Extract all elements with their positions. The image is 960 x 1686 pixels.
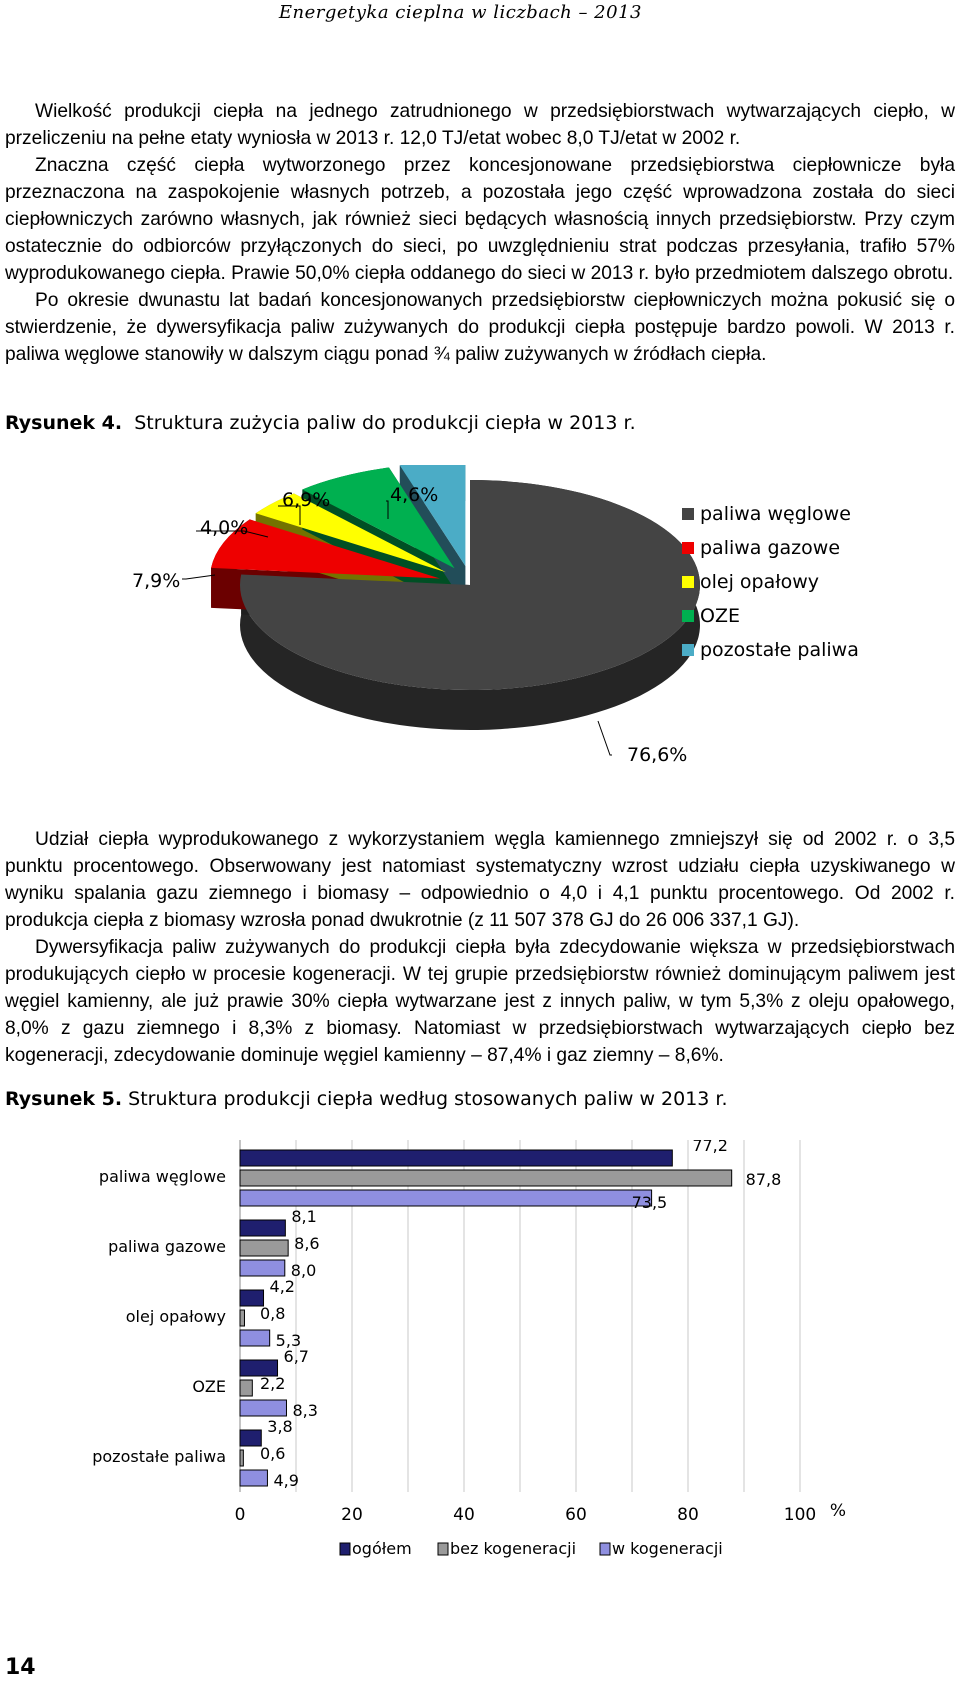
category-label: OZE — [192, 1377, 226, 1396]
bar-data-label: 8,1 — [291, 1207, 317, 1226]
bar-ogółem — [240, 1220, 285, 1236]
x-tick-label: 20 — [341, 1505, 363, 1525]
pie-leader-line — [182, 575, 215, 579]
legend-swatch — [600, 1543, 610, 1555]
pie-data-label: 7,9% — [132, 570, 181, 592]
figure-label: Rysunek 5. — [5, 1088, 123, 1110]
bar-ogółem — [240, 1150, 672, 1166]
bar-w-kogeneracji — [240, 1400, 286, 1416]
legend-swatch — [682, 644, 694, 656]
text-block-1 — [5, 98, 955, 368]
bar-ogółem — [240, 1430, 261, 1446]
legend-swatch — [682, 610, 694, 622]
bar-data-label: 8,3 — [292, 1401, 318, 1420]
legend-swatch — [340, 1543, 350, 1555]
category-labels — [92, 1167, 226, 1466]
bar-data-label: 73,5 — [631, 1193, 668, 1212]
category-label: olej opałowy — [125, 1307, 226, 1326]
paragraph: Udział ciepła wyprodukowanego z wykorzystaniem węgla kamiennego zmniejszył się od 2002 r. o 3,5 punktu procentowego. Obserwowany jest natomiast systematyczny wzrost udziału ciepła uzyskiwanego w wyniku spalania gazu ziemnego i biomasy – odpowiednio o 4,0 i 4,1 punktu procentowego. Od 2002 r. produkcja ciepła z biomasy wzrosła ponad dwukrotnie (z 11 507 378 GJ do 26 006 337,1 GJ). — [5, 829, 955, 931]
bar-data-label: 8,6 — [294, 1234, 320, 1253]
pie-data-label: 76,6% — [627, 744, 688, 766]
bar-chart — [0, 1140, 960, 1580]
bar-w-kogeneracji — [240, 1470, 267, 1486]
bars — [240, 1140, 781, 1490]
figure-5-caption — [5, 1088, 728, 1110]
paragraph: Dywersyfikacja paliw zużywanych do produkcji ciepła była zdecydowanie większa w przedsiębiorstwach produkujących ciepło w procesie kogeneracji. W tej grupie przedsiębiorstw również dominującym paliwem jest węgiel kamienny, ale już prawie 30% ciepła wytwarzane jest z innych paliw, w tym 5,3% z oleju opałowego, 8,0% z gazu ziemnego i 8,3% z biomasy. Natomiast w przedsiębiorstwach wytwarzających ciepło bez kogeneracji, zdecydowanie dominuje węgiel kamienny – 87,4% i gaz ziemny – 8,6%. — [5, 937, 955, 1066]
legend-swatch — [682, 542, 694, 554]
bar-data-label: 0,8 — [260, 1304, 286, 1323]
bar-data-label: 3,8 — [267, 1417, 293, 1436]
legend-label: paliwa gazowe — [700, 537, 841, 559]
x-tick-label: 60 — [565, 1505, 587, 1525]
x-tick-labels — [235, 1505, 817, 1525]
figure-title: Struktura zużycia paliw do produkcji ciepła w 2013 r. — [134, 412, 636, 434]
bar-legend — [340, 1539, 723, 1558]
page-number: 14 — [5, 1655, 36, 1680]
x-tick-label: 40 — [453, 1505, 475, 1525]
legend-swatch — [682, 508, 694, 520]
legend-label: bez kogeneracji — [450, 1539, 577, 1558]
pie-data-label: 4,6% — [390, 484, 439, 506]
legend-label: olej opałowy — [700, 571, 820, 593]
legend-swatch — [682, 576, 694, 588]
bar-w-kogeneracji — [240, 1330, 270, 1346]
figure-label: Rysunek 4. — [5, 412, 123, 434]
bar-data-label: 0,6 — [260, 1444, 286, 1463]
bar-data-label: 4,9 — [273, 1471, 299, 1490]
bar-data-label: 4,2 — [269, 1277, 295, 1296]
x-tick-label: 80 — [677, 1505, 699, 1525]
pie-legend — [682, 503, 859, 661]
bar-bez-kogeneracji — [240, 1240, 288, 1256]
paragraph: Wielkość produkcji ciepła na jednego zatrudnionego w przedsiębiorstwach wytwarzających ciepło, w przeliczeniu na pełne etaty wyniosła w 2013 r. 12,0 TJ/etat wobec 8,0 TJ/etat w 2002 r. — [5, 101, 955, 149]
x-axis-label: % — [829, 1501, 847, 1521]
legend-label: w kogeneracji — [612, 1539, 723, 1558]
bar-data-label: 5,3 — [275, 1331, 302, 1350]
bar-bez-kogeneracji — [240, 1450, 243, 1466]
pie-leader-line — [598, 721, 612, 755]
legend-label: OZE — [700, 605, 740, 627]
legend-label: ogółem — [352, 1539, 412, 1558]
pie-data-label: 4,0% — [200, 517, 249, 539]
paragraph: Znaczna część ciepła wytworzonego przez koncesjonowane przedsiębiorstwa ciepłownicze była przeznaczona na zaspokojenie własnych potrzeb, a pozostała jego część wprowadzona została do sieci ciepłowniczych zarówno własnych, jak również sieci będących własnością innych przedsiębiorstw. Przy czym ostatecznie do odbiorców przyłączonych do sieci, po uwzględnieniu strat podczas przesyłania, trafiło 57% wyprodukowanego ciepła. Prawie 50,0% ciepła oddanego do sieci w 2013 r. było przedmiotem dalszego obrotu. — [5, 155, 955, 284]
bar-w-kogeneracji — [240, 1260, 285, 1276]
figure-title: Struktura produkcji ciepła według stosowanych paliw w 2013 r. — [128, 1088, 728, 1110]
bar-data-label: 2,2 — [260, 1374, 286, 1393]
bar-data-label: 8,0 — [290, 1261, 317, 1280]
bar-w-kogeneracji — [240, 1190, 652, 1206]
paragraph: Po okresie dwunastu lat badań koncesjonowanych przedsiębiorstw ciepłowniczych można pokusić się o stwierdzenie, że dywersyfikacja paliw zużywanych do produkcji ciepła postępuje bardzo powoli. W 2013 r. paliwa węglowe stanowiły w dalszym ciągu ponad ¾ paliw zużywanych w źródłach ciepła. — [5, 290, 955, 365]
x-tick-label: 0 — [234, 1505, 246, 1525]
figure-4-caption — [5, 412, 636, 434]
pie-chart — [0, 465, 960, 795]
bar-bez-kogeneracji — [240, 1170, 732, 1186]
legend-swatch — [438, 1543, 448, 1555]
category-label: pozostałe paliwa — [92, 1447, 226, 1466]
legend-label: pozostałe paliwa — [700, 639, 859, 661]
category-label: paliwa gazowe — [108, 1237, 226, 1256]
bar-bez-kogeneracji — [240, 1380, 252, 1396]
bar-data-label: 87,8 — [745, 1170, 782, 1189]
category-label: paliwa węglowe — [98, 1167, 226, 1186]
bar-data-label: 6,7 — [283, 1347, 309, 1366]
bar-data-label: 77,2 — [692, 1140, 728, 1155]
legend-label: paliwa węglowe — [700, 503, 851, 525]
bar-bez-kogeneracji — [240, 1310, 244, 1326]
text-block-2 — [5, 826, 955, 1069]
x-tick-label: 100 — [783, 1505, 817, 1525]
running-header: Energetyka cieplna w liczbach – 2013 — [278, 2, 642, 23]
pie-data-label: 6,9% — [282, 489, 331, 511]
